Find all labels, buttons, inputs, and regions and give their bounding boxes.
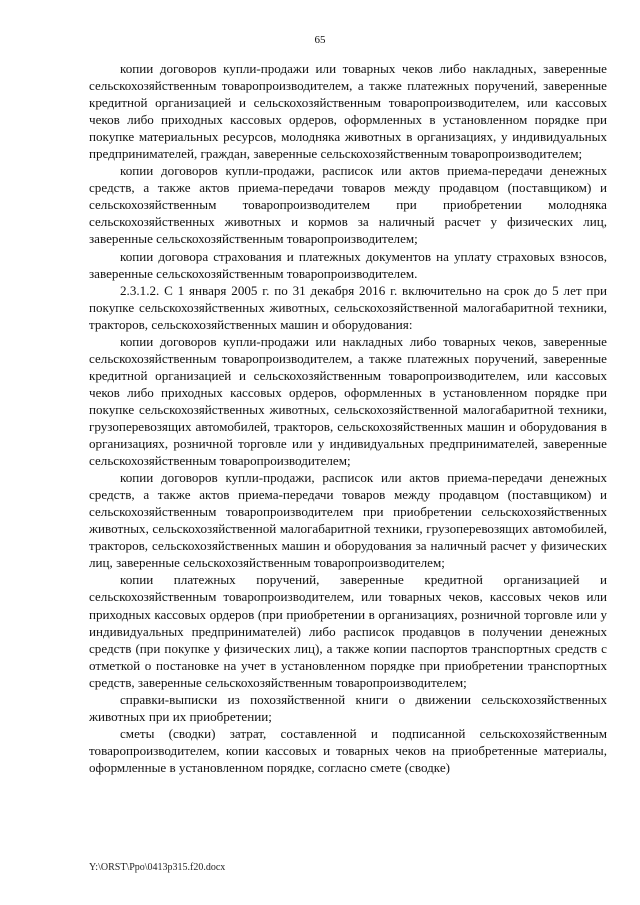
paragraph-4: 2.3.1.2. С 1 января 2005 г. по 31 декабря 2016 г. включительно на срок до 5 лет при покупке сельскохозяйственных животных, сельскохозяйственной малогабаритной техники, тракторов, сельскохозяйственных машин и оборудования: bbox=[89, 282, 607, 332]
paragraph-2: копии договоров купли-продажи, расписок или актов приема-передачи денежных средств, а также актов приема-передачи товаров между продавцом (поставщиком) и сельскохозяйственным товаропроизводителем при приобретении молодняка сельскохозяйственных животных и кормов за наличный расчет у физических лиц, заверенные сельскохозяйственным товаропроизводителем; bbox=[89, 163, 607, 247]
page-number: 65 bbox=[314, 34, 326, 46]
body-text bbox=[89, 60, 607, 776]
footer-file-path: Y:\ORST\Ppo\0413p315.f20.docx bbox=[89, 862, 226, 873]
paragraph-5: копии договоров купли-продажи или накладных либо товарных чеков, заверенные сельскохозяйственным товаропроизводителем, а также платежных поручений, заверенные кредитной организацией и сельскохозяйственным товаропроизводителем, или кассовых чеков либо приходных кассовых ордеров, оформленных в установленном порядке при покупке сельскохозяйственных животных, сельскохозяйственной малогабаритной техники, грузоперевозящих автомобилей, тракторов, сельскохозяйственных машин и оборудования в организациях, розничной торговле или у индивидуальных предпринимателей, заверенные сельскохозяйственным товаропроизводителем; bbox=[89, 333, 607, 469]
paragraph-6: копии договоров купли-продажи, расписок или актов приема-передачи денежных средств, а также актов приема-передачи товаров между продавцом (поставщиком) и сельскохозяйственным товаропроизводителем при приобретении сельскохозяйственных животных, сельскохозяйственной малогабаритной техники, грузоперевозящих автомобилей, тракторов, сельскохозяйственных машин и оборудования за наличный расчет у физических лиц, заверенные сельскохозяйственным товаропроизводителем; bbox=[89, 470, 607, 571]
paragraph-7: копии платежных поручений, заверенные кредитной организацией и сельскохозяйственным товаропроизводителем, или товарных чеков, кассовых чеков или приходных кассовых ордеров (при приобретении в организациях, розничной торговле или у индивидуальных предпринимателей) либо расписок продавцов в получении денежных средств (при покупке у физических лиц), а также копии паспортов транспортных средств с отметкой о постановке на учет в установленном порядке при приобретении транспортных средств, заверенные сельскохозяйственным товаропроизводителем; bbox=[89, 572, 607, 690]
paragraph-1: копии договоров купли-продажи или товарных чеков либо накладных, заверенные сельскохозяйственным товаропроизводителем, а также платежных поручений, заверенные кредитной организацией и сельскохозяйственным товаропроизводителем, или кассовых чеков либо приходных кассовых ордеров, оформленных в установленном порядке при покупке материальных ресурсов, молодняка животных в организациях, у индивидуальных предпринимателей, граждан, заверенные сельскохозяйственным товаропроизводителем; bbox=[89, 61, 607, 162]
paragraph-3: копии договора страхования и платежных документов на уплату страховых взносов, заверенные сельскохозяйственным товаропроизводителем. bbox=[89, 248, 607, 281]
paragraph-9: сметы (сводки) затрат, составленной и подписанной сельскохозяйственным товаропроизводителем, копии кассовых и товарных чеков на приобретенные материалы, оформленные в установленном порядке, согласно смете (сводке) bbox=[89, 725, 607, 775]
paragraph-8: справки-выписки из похозяйственной книги о движении сельскохозяйственных животных при их приобретении; bbox=[89, 691, 607, 724]
